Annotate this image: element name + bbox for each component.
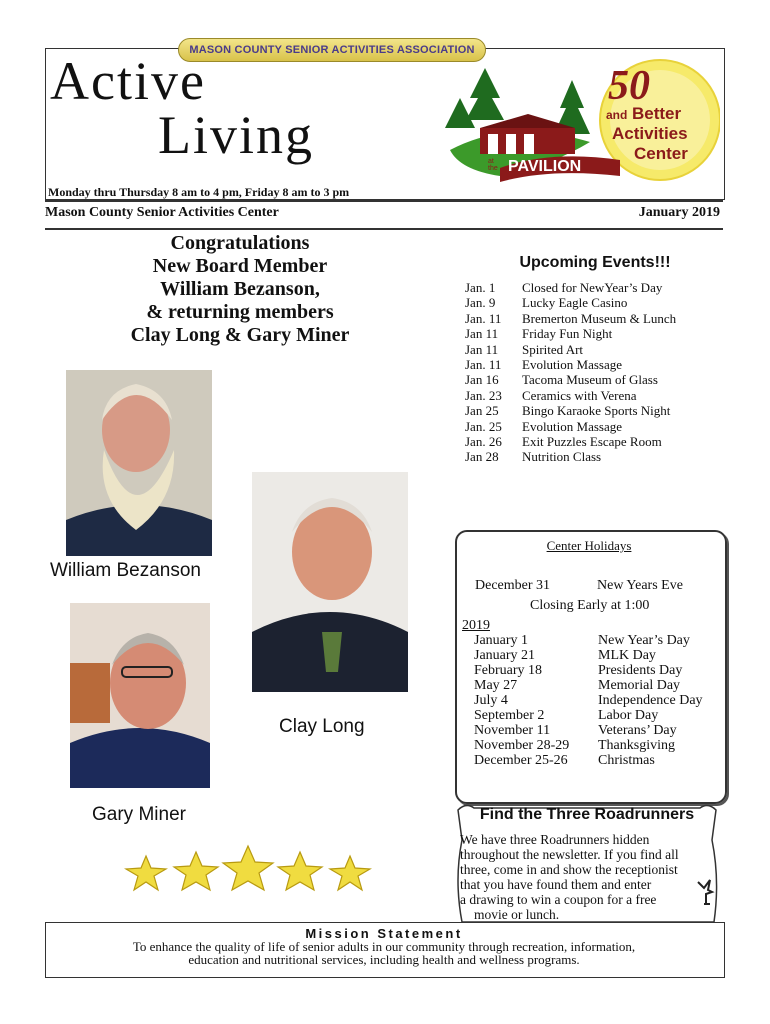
pavilion-logo xyxy=(440,58,720,186)
list-item xyxy=(465,280,676,295)
list-item xyxy=(465,357,676,372)
holiday-name: MLK Day xyxy=(598,648,656,663)
holiday-date: January 21 xyxy=(474,648,536,663)
issue-date: January 2019 xyxy=(638,205,720,220)
logo-and: and xyxy=(606,108,628,122)
roadrunners-line: throughout the newsletter. If you find all xyxy=(460,847,679,862)
event-date: Jan 28 xyxy=(465,449,499,465)
organization-name: Mason County Senior Activities Center xyxy=(45,205,279,220)
holiday-name: New Years Eve xyxy=(597,578,683,593)
list-item xyxy=(465,326,676,341)
list-item xyxy=(465,434,676,449)
hours: Monday thru Thursday 8 am to 4 pm, Friday 8 am to 3 pm xyxy=(48,185,350,199)
photo-gary-miner xyxy=(70,603,210,788)
event-date: Jan. 11 xyxy=(465,310,502,326)
newsletter-title-line2: Living xyxy=(158,105,314,165)
mission-line: education and nutritional services, including health and wellness programs. xyxy=(188,952,580,967)
holiday-dec31 xyxy=(475,578,683,593)
logo-at-the: at the xyxy=(488,158,498,172)
event-name: Tacoma Museum of Glass xyxy=(522,372,658,388)
logo-pavilion: PAVILION xyxy=(508,158,582,175)
caption-clay-long: Clay Long xyxy=(279,716,365,737)
list-item xyxy=(465,419,676,434)
roadrunners-text xyxy=(460,832,715,922)
roadrunners-line: three, come in and show the receptionist xyxy=(460,862,678,877)
roadrunners-line: We have three Roadrunners hidden xyxy=(460,832,650,847)
list-item xyxy=(474,723,703,738)
holiday-date: November 28-29 xyxy=(474,738,570,753)
congratulations-heading xyxy=(100,232,380,347)
holiday-name: Independence Day xyxy=(598,693,703,708)
list-item xyxy=(474,633,703,648)
masthead-rule xyxy=(45,228,723,230)
event-date: Jan. 11 xyxy=(465,357,502,373)
list-item xyxy=(465,388,676,403)
center-holidays-title: Center Holidays xyxy=(546,538,632,553)
holidays-list xyxy=(474,633,703,768)
caption-william-bezanson: William Bezanson xyxy=(50,560,201,581)
holiday-date: February 18 xyxy=(474,663,543,678)
holiday-name: Thanksgiving xyxy=(598,738,675,753)
event-date: Jan. 23 xyxy=(465,387,502,403)
event-name: Exit Puzzles Escape Room xyxy=(522,434,662,450)
congrats-line: Clay Long & Gary Miner xyxy=(130,324,350,346)
list-item xyxy=(465,372,676,387)
mission-statement-title: Mission Statement xyxy=(305,926,463,941)
holiday-name: Memorial Day xyxy=(598,678,681,693)
event-name: Bremerton Museum & Lunch xyxy=(522,310,677,326)
list-item xyxy=(474,753,703,768)
congrats-line: New Board Member xyxy=(152,255,328,277)
event-date: Jan 16 xyxy=(465,372,499,388)
holiday-name: New Year’s Day xyxy=(598,633,690,648)
congrats-line: & returning members xyxy=(146,301,334,323)
logo-number: 50 xyxy=(608,63,650,109)
event-date: Jan. 26 xyxy=(465,434,502,450)
logo-center: Center xyxy=(634,144,688,163)
event-name: Bingo Karaoke Sports Night xyxy=(522,403,671,419)
holiday-name: Christmas xyxy=(598,753,655,768)
event-date: Jan 11 xyxy=(465,326,499,342)
event-name: Evolution Massage xyxy=(522,418,623,434)
holiday-date: September 2 xyxy=(474,708,545,723)
list-item xyxy=(474,693,703,708)
event-name: Lucky Eagle Casino xyxy=(522,295,628,311)
event-name: Friday Fun Night xyxy=(522,326,613,342)
holiday-date: January 1 xyxy=(474,633,529,648)
event-name: Evolution Massage xyxy=(522,357,623,373)
photo-clay-long xyxy=(252,472,408,692)
mission-line: To enhance the quality of life of senior adults in our community through recreation, information, xyxy=(132,939,636,954)
logo-activities: Activities xyxy=(612,124,688,143)
event-date: Jan. 25 xyxy=(465,418,502,434)
event-date: Jan. 1 xyxy=(465,280,496,295)
event-date: Jan 25 xyxy=(465,403,499,419)
list-item xyxy=(474,708,703,723)
congrats-line: William Bezanson, xyxy=(160,278,320,300)
list-item xyxy=(465,311,676,326)
mission-statement-text xyxy=(45,940,723,966)
newsletter-title-line1: Active xyxy=(50,51,206,111)
caption-gary-miner: Gary Miner xyxy=(92,804,186,825)
upcoming-events-list xyxy=(465,280,676,465)
holiday-date: November 11 xyxy=(474,723,551,738)
list-item xyxy=(465,295,676,310)
event-name: Nutrition Class xyxy=(522,449,602,465)
roadrunners-title: Find the Three Roadrunners xyxy=(479,806,695,823)
association-banner: MASON COUNTY SENIOR ACTIVITIES ASSOCIATION xyxy=(178,38,486,62)
closing-note: Closing Early at 1:00 xyxy=(530,598,650,613)
holiday-date: May 27 xyxy=(474,678,518,693)
holiday-name: Labor Day xyxy=(598,708,659,723)
roadrunner-icon xyxy=(696,878,716,908)
list-item xyxy=(474,738,703,753)
list-item xyxy=(465,449,676,464)
event-date: Jan 11 xyxy=(465,341,499,357)
holiday-date: December 31 xyxy=(475,578,551,593)
logo-better: Better xyxy=(632,104,682,123)
list-item xyxy=(474,663,703,678)
photo-william-bezanson xyxy=(66,370,212,556)
list-item xyxy=(465,403,676,418)
event-name: Spirited Art xyxy=(522,341,584,357)
list-item xyxy=(474,648,703,663)
event-name: Closed for NewYear’s Day xyxy=(522,280,663,295)
holiday-name: Veterans’ Day xyxy=(598,723,677,738)
stars-decoration xyxy=(118,842,378,894)
holiday-date: July 4 xyxy=(474,693,508,708)
congrats-line: Congratulations xyxy=(170,232,310,254)
holiday-name: Presidents Day xyxy=(598,663,683,678)
event-name: Ceramics with Verena xyxy=(522,387,637,403)
event-date: Jan. 9 xyxy=(465,295,496,311)
roadrunners-line: that you have found them and enter xyxy=(460,877,652,892)
list-item xyxy=(465,342,676,357)
holidays-year: 2019 xyxy=(462,618,490,633)
roadrunners-line: movie or lunch. xyxy=(474,907,560,922)
holiday-date: December 25-26 xyxy=(474,753,568,768)
list-item xyxy=(474,678,703,693)
upcoming-events-title: Upcoming Events!!! xyxy=(519,254,671,271)
header-rule xyxy=(45,200,723,202)
roadrunners-line: a drawing to win a coupon for a free xyxy=(460,892,657,907)
